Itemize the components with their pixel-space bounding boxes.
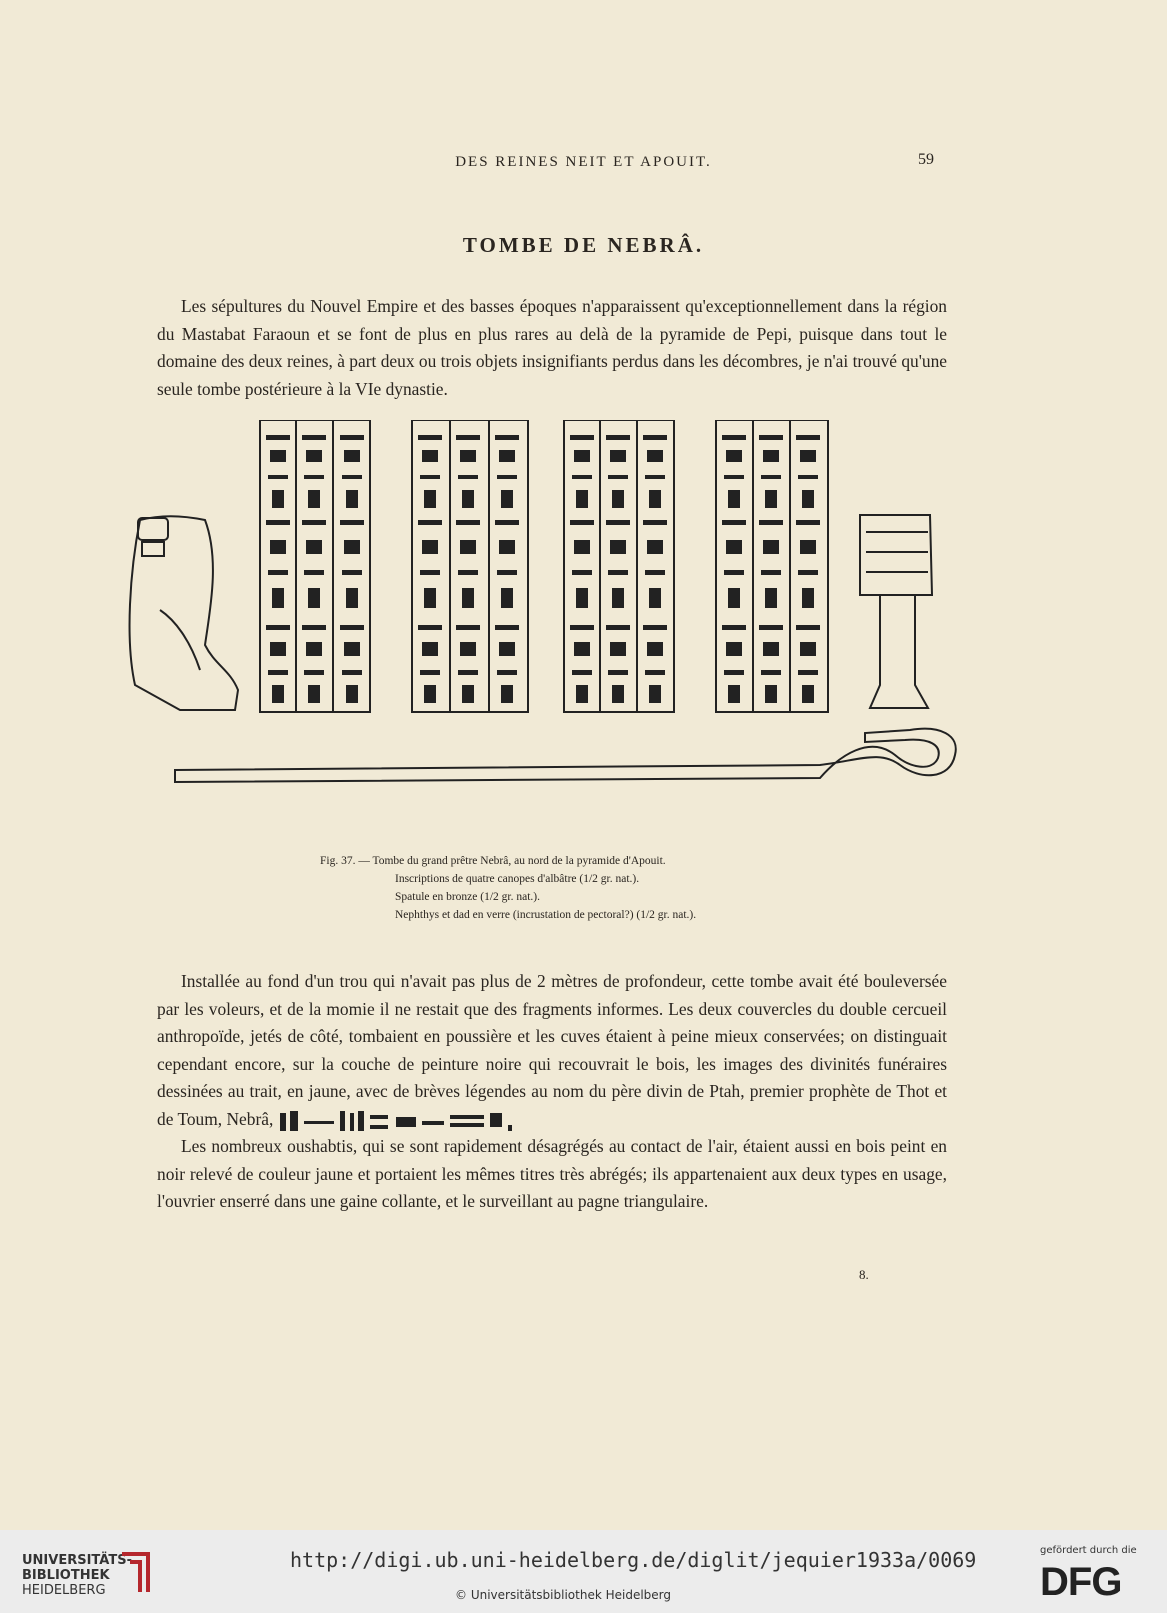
caption-line-2: Inscriptions de quatre canopes d'albâtre (1/2 gr. nat.). xyxy=(395,873,640,885)
running-head: DES REINES NEIT ET APOUIT. xyxy=(455,154,712,170)
library-logo-icon xyxy=(118,1550,154,1596)
signature-mark: 8. xyxy=(859,1267,869,1282)
paragraph-tomb-text: Installée au fond d'un trou qui n'avait pas plus de 2 mètres de profondeur, cette tombe avait été bouleversée par les voleurs, et de la momie il ne restait que des fragments informes. Les deux couvercles du double cercueil anthropoïde, jetés de côté, tombaient en poussière et les cuves étaient à peine mieux conservées; on distinguait cependant encore, sur la couche de peinture noire qui recouvrait le bois, les images des divinités funéraires dessinées au trait, en jaune, avec de brèves légendes au nom du père divin de Ptah, premier prophète de Thot et de Toum, Nebrâ, xyxy=(157,971,947,1129)
inline-hieroglyphs xyxy=(278,1109,598,1133)
section-title: TOMBE DE NEBRÂ. xyxy=(462,233,705,257)
canopic-inscription-4 xyxy=(716,420,828,712)
nephthys-figurine xyxy=(130,516,238,710)
page-number: 59 xyxy=(918,151,934,168)
paragraph-intro xyxy=(157,293,947,403)
canopic-inscription-3 xyxy=(564,420,674,712)
figure-caption xyxy=(320,852,696,924)
hieroglyph-marks xyxy=(266,435,820,703)
figure-37 xyxy=(120,420,1000,840)
caption-line-1: Fig. 37. — Tombe du grand prêtre Nebrâ, au nord de la pyramide d'Apouit. xyxy=(320,855,666,867)
paragraph-oushabtis-text: Les nombreux oushabtis, qui se sont rapidement désagrégés au contact de l'air, étaient aussi en bois peint en noir relevé de couleur jaune et portaient les mêmes titres très abrégés; ils appartenaient aux deux types en usage, l'ouvrier enserré dans une gaine collante, et le surveillant au pagne triangulaire. xyxy=(157,1136,947,1211)
paragraph-intro-text: Les sépultures du Nouvel Empire et des basses époques n'apparaissent qu'exceptionnellement dans la région du Mastabat Faraoun et se font de plus en plus rares au delà de la pyramide de Pepi, puisque dans tout le domaine des deux reines, à part deux ou trois objets insignifiants perdus dans les décombres, je n'ai trouvé qu'une seule tombe postérieure à la VIe dynastie. xyxy=(157,296,947,399)
canopic-inscription-1 xyxy=(260,420,370,712)
library-logo-text: UNIVERSITÄTS- BIBLIOTHEK HEIDELBERG xyxy=(22,1553,132,1598)
caption-line-4: Nephthys et dad en verre (incrustation de pectoral?) (1/2 gr. nat.). xyxy=(395,909,697,921)
funding-label: gefördert durch die xyxy=(1040,1545,1137,1556)
caption-line-3: Spatule en bronze (1/2 gr. nat.). xyxy=(395,891,540,903)
dad-amulet xyxy=(860,515,932,708)
permalink-url[interactable]: http://digi.ub.uni-heidelberg.de/diglit/jequier1933a/0069 xyxy=(290,1548,977,1572)
bronze-spatula xyxy=(175,729,956,782)
copyright-notice: © Universitätsbibliothek Heidelberg xyxy=(455,1588,672,1602)
paragraph-tomb xyxy=(157,968,947,1216)
canopic-inscription-2 xyxy=(412,420,528,712)
digitization-footer xyxy=(0,1530,1167,1613)
dfg-logo: DFG xyxy=(1040,1560,1122,1604)
